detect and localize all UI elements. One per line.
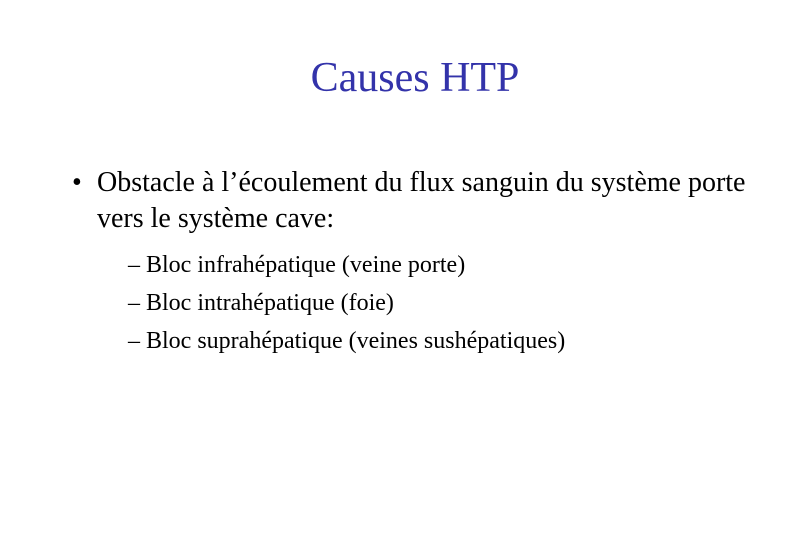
bullet-item	[72, 165, 752, 237]
sub-bullet-list	[128, 246, 768, 360]
sub-bullet-intrahepatique: – Bloc intrahépatique (foie)	[128, 290, 394, 316]
sub-bullet-suprahepatique: – Bloc suprahépatique (veines sushépatiques)	[128, 328, 566, 354]
bullet-icon: •	[72, 167, 82, 198]
slide-title: Causes HTP	[310, 55, 520, 101]
sub-bullet-infrahepatique: – Bloc infrahépatique (veine porte)	[128, 252, 466, 278]
bullet-text: Obstacle à l’écoulement du flux sanguin du système porte vers le système cave:	[97, 167, 746, 234]
